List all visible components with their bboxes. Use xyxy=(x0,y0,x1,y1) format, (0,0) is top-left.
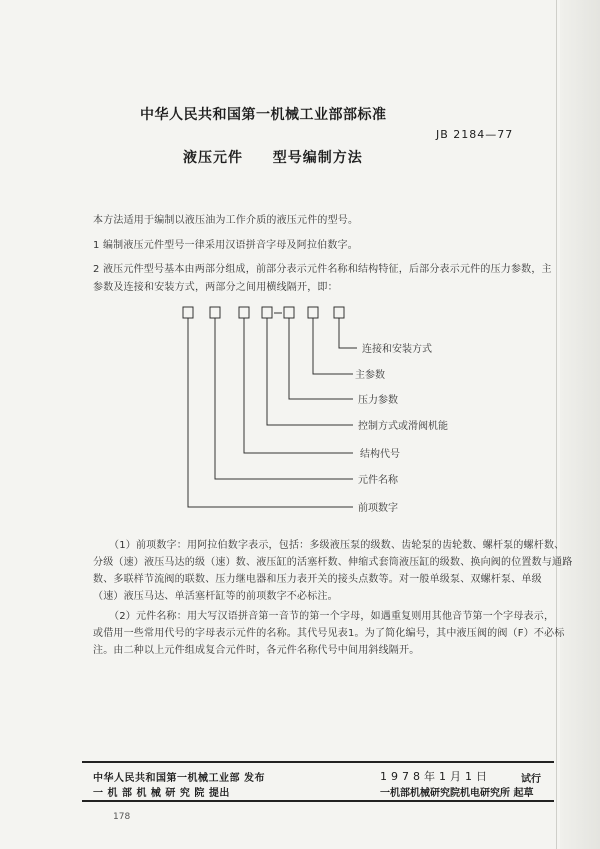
note-1-line-1: （1）前项数字：用阿拉伯数字表示，包括：多级液压泵的级数、齿轮泵的齿轮数、螺杆泵的螺杆数、 xyxy=(109,540,565,551)
document-title-part2: 型号编制方法 xyxy=(272,150,363,166)
item-1: 1 编制液压元件型号一律采用汉语拼音字母及阿拉伯数字。 xyxy=(93,240,358,251)
label-element-name: 元件名称 xyxy=(358,475,398,486)
code-box-element-name xyxy=(210,307,220,318)
standard-number: JB 2184—77 xyxy=(436,128,514,141)
label-control-mode: 控制方式或滑阀机能 xyxy=(358,421,448,432)
note-1-line-4: （速）液压马达、单活塞杆缸等的前项数字不必标注。 xyxy=(93,591,338,602)
note-1-line-2: 分级（速）液压马达的级（速）数、液压缸的活塞杆数、伸缩式套筒液压缸的级数、换向阀的位置数与通路 xyxy=(93,557,573,568)
label-pressure: 压力参数 xyxy=(358,395,398,406)
standard-title: 中华人民共和国第一机械工业部部标准 xyxy=(140,107,387,123)
code-box-main-param xyxy=(308,307,318,318)
leader-main-param xyxy=(313,318,353,374)
note-1-line-3: 数、多联样节流阀的联数、压力继电器和压力表开关的接头点数等。对一般单级泵、双螺杆泵、单级 xyxy=(93,574,542,585)
leader-structure-code xyxy=(244,318,353,453)
code-box-prefix-number xyxy=(183,307,193,318)
note-2-line-1: （2）元件名称：用大写汉语拼音第一音节的第一个字母，如遇重复则用其他音节第一个字母表示， xyxy=(109,611,555,622)
footer-issuer: 中华人民共和国第一机械工业部 发布 xyxy=(93,773,265,784)
code-box-structure-code xyxy=(239,307,249,318)
code-box-control-mode xyxy=(262,307,272,318)
footer-trial: 试行 xyxy=(521,774,541,785)
document-title-part1: 液压元件 xyxy=(183,150,243,166)
leader-connection xyxy=(339,318,357,348)
note-2-line-3: 注。由二种以上元件组成复合元件时，各元件名称代号中间用斜线隔开。 xyxy=(93,645,420,656)
footer-rule-bottom xyxy=(82,800,554,802)
footer-date: 1978年1月1日 xyxy=(380,770,491,783)
leader-control-mode xyxy=(267,318,353,425)
label-prefix-number: 前项数字 xyxy=(358,503,398,514)
item-2-line-1: 2 液压元件型号基本由两部分组成，前部分表示元件名称和结构特征，后部分表示元件的压力参数，主 xyxy=(93,264,552,275)
code-box-pressure xyxy=(284,307,294,318)
footer-rule-top xyxy=(82,761,554,763)
label-connection: 连接和安装方式 xyxy=(362,344,432,355)
label-main-param: 主参数 xyxy=(355,370,385,381)
leader-pressure xyxy=(289,318,353,399)
intro-paragraph: 本方法适用于编制以液压油为工作介质的液压元件的型号。 xyxy=(93,215,359,226)
footer-proposer: 一 机 部 机 械 研 究 院 提出 xyxy=(93,788,230,799)
note-2-line-2: 或借用一些常用代号的字母表示元件的名称。其代号见表1。为了简化编号，其中液压阀的阀（F）不必标 xyxy=(93,628,565,639)
code-box-connection xyxy=(334,307,344,318)
page-number: 178 xyxy=(113,812,131,822)
label-structure-code: 结构代号 xyxy=(360,449,400,460)
footer-drafter: 一机部机械研究院机电研究所 起草 xyxy=(380,788,534,799)
item-2-line-2: 参数及连接和安装方式，两部分之间用横线隔开，即： xyxy=(93,282,338,293)
